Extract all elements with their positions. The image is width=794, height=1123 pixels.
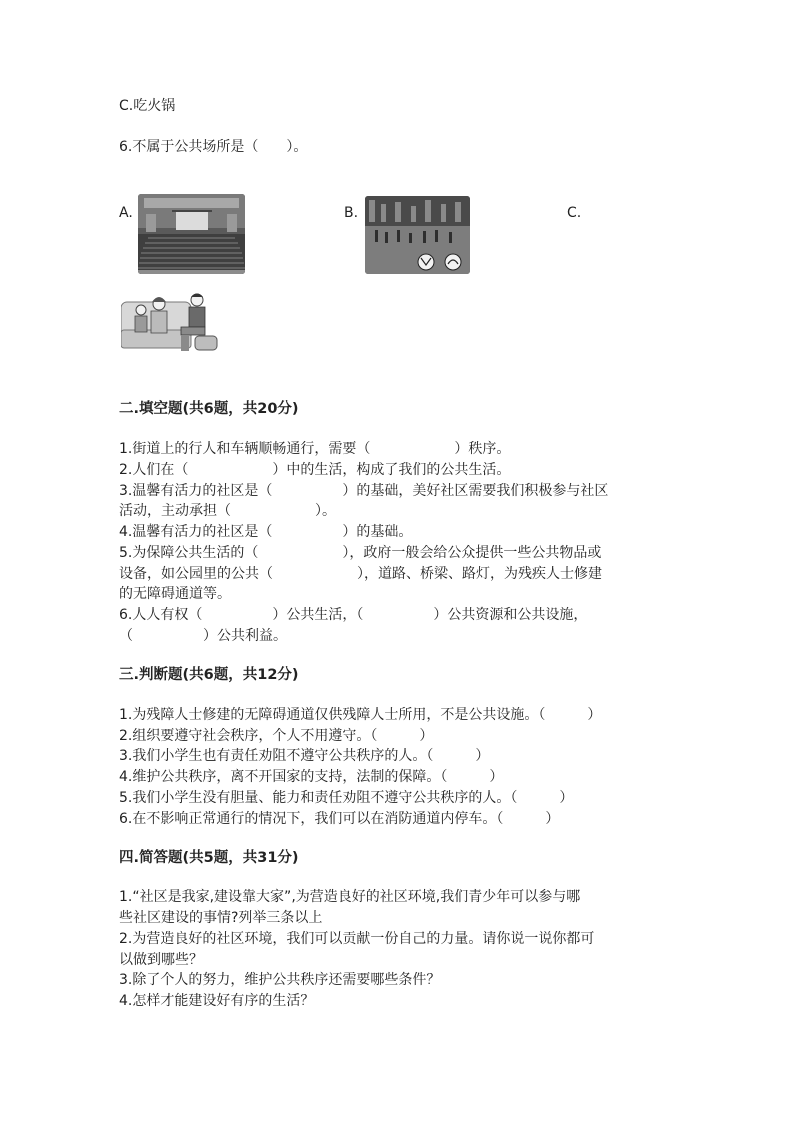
section3-line: 1.为残障人士修建的无障碍通道仅供残障人士所用，不是公共设施。（ ） <box>119 707 602 723</box>
section3-line: 5.我们小学生没有胆量、能力和责任劝阻不遵守公共秩序的人。（ ） <box>119 790 574 806</box>
section2-line: 1.街道上的行人和车辆顺畅通行，需要（ ）秩序。 <box>119 441 511 457</box>
section3-line: 3.我们小学生也有责任劝阻不遵守公共秩序的人。（ ） <box>119 748 490 764</box>
section3-line: 6.在不影响正常通行的情况下，我们可以在消防通道内停车。（ ） <box>119 811 560 827</box>
q6-option-a-label: A. <box>119 205 133 221</box>
stadium-photo <box>365 196 470 274</box>
section4-line: 1.“社区是我家,建设靠大家”,为营造良好的社区环境,我们青少年可以参与哪 <box>119 889 581 905</box>
section4-line: 些社区建设的事情?列举三条以上 <box>119 910 323 926</box>
section2-heading: 二.填空题(共6题，共20分) <box>119 401 299 417</box>
q6-question: 6.不属于公共场所是（ ）。 <box>119 139 308 155</box>
section4-heading: 四.简答题(共5题，共31分) <box>119 850 299 866</box>
section2-line: 6.人人有权（ ）公共生活，（ ）公共资源和公共设施， <box>119 607 588 623</box>
section2-line: 3.温馨有活力的社区是（ ）的基础，美好社区需要我们积极参与社区 <box>119 483 609 499</box>
section4-line: 4.怎样才能建设好有序的生活？ <box>119 993 315 1009</box>
section2-line: 的无障碍通道等。 <box>119 586 231 602</box>
section3-line: 2.组织要遵守社会秩序，个人不用遵守。（ ） <box>119 728 434 744</box>
section2-line: 设备，如公园里的公共（ ），道路、桥梁、路灯，为残疾人士修建 <box>119 566 602 582</box>
q5-option-c: C.吃火锅 <box>119 98 176 114</box>
family-illustration <box>121 292 221 358</box>
section3-heading: 三.判断题(共6题，共12分) <box>119 667 299 683</box>
section2-line: 4.温馨有活力的社区是（ ）的基础。 <box>119 524 413 540</box>
q6-option-b-label: B. <box>344 205 359 221</box>
section2-line: 2.人们在（ ）中的生活，构成了我们的公共生活。 <box>119 462 511 478</box>
q6-option-c-label: C. <box>567 205 582 221</box>
section3-line: 4.维护公共秩序，离不开国家的支持，法制的保障。（ ） <box>119 769 504 785</box>
section4-line: 以做到哪些？ <box>119 952 203 968</box>
section2-line: （ ）公共利益。 <box>119 628 287 644</box>
section4-line: 3.除了个人的努力，维护公共秩序还需要哪些条件？ <box>119 972 441 988</box>
section2-line: 5.为保障公共生活的（ ），政府一般会给公众提供一些公共物品或 <box>119 545 602 561</box>
section4-line: 2.为营造良好的社区环境，我们可以贡献一份自己的力量。请你说一说你都可 <box>119 931 595 947</box>
auditorium-photo <box>138 194 245 274</box>
section2-line: 活动，主动承担（ ）。 <box>119 503 336 519</box>
